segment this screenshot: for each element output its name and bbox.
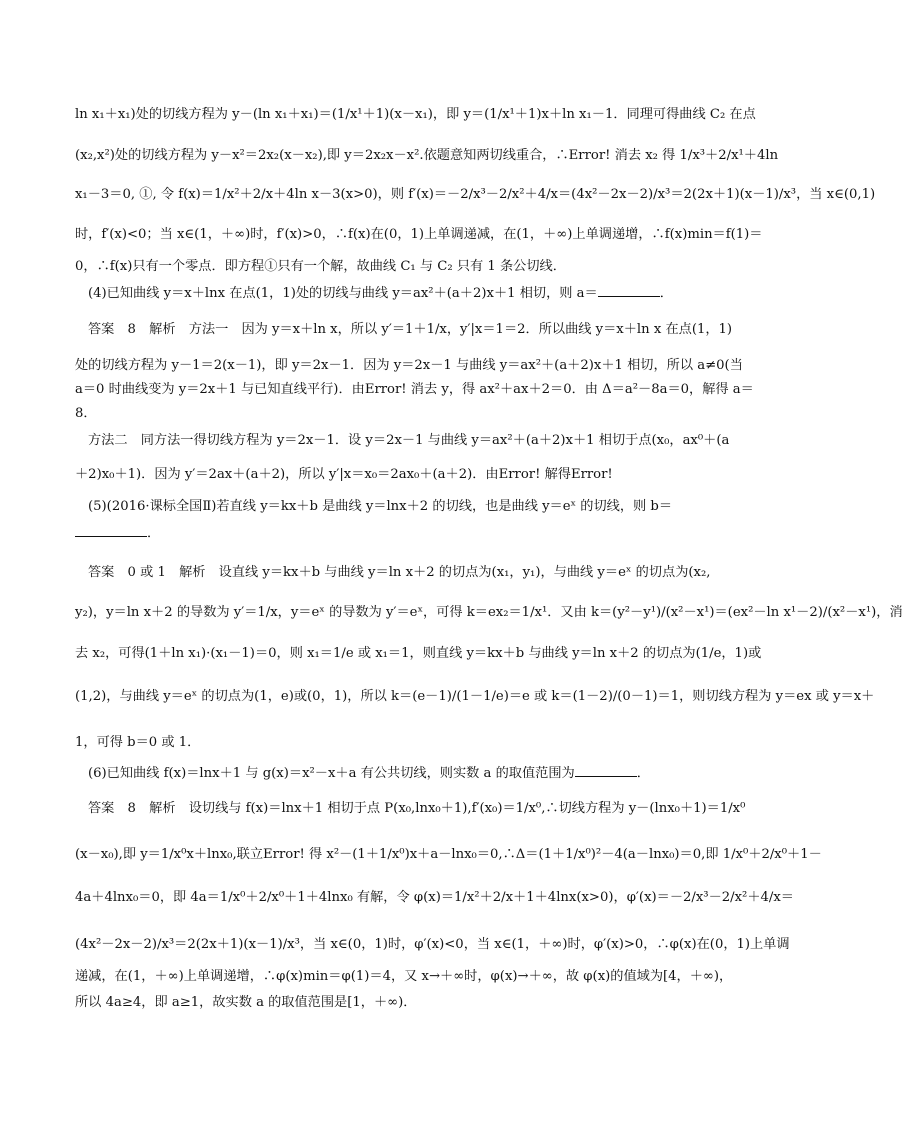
text-line: 1，可得 b＝0 或 1．: [75, 735, 201, 750]
question-6: (6)已知曲线 f(x)＝lnx＋1 与 g(x)＝x²－x＋a 有公共切线，则实数 a 的取值范围为 ．: [88, 766, 650, 781]
answer-blank: [75, 524, 147, 537]
text-line: (x－x₀),即 y＝1/x⁰x＋lnx₀,联立Error! 得 x²－(1＋1/x⁰)x＋a－lnx₀＝0,∴Δ＝(1＋1/x⁰)²－4(a－lnx₀)＝0,即 1/x⁰＋2/x⁰＋1－: [75, 847, 822, 862]
text-line: 答案 0 或 1 解析 设直线 y＝kx＋b 与曲线 y＝ln x＋2 的切点为(x₁，y₁)，与曲线 y＝eˣ 的切点为(x₂,: [88, 565, 711, 580]
text-line: a＝0 时曲线变为 y＝2x＋1 与已知直线平行)．由Error! 消去 y，得 ax²＋ax＋2＝0．由 Δ＝a²－8a＝0，解得 a＝: [75, 382, 754, 397]
text-line: 答案 8 解析 方法一 因为 y＝x＋ln x，所以 y′＝1＋1/x，y′|x＝1＝2．所以曲线 y＝x＋ln x 在点(1，1): [88, 322, 733, 337]
text-line: (4x²－2x－2)/x³＝2(2x＋1)(x－1)/x³，当 x∈(0，1)时，φ′(x)<0，当 x∈(1，＋∞)时，φ′(x)>0，∴φ(x)在(0，1)上单调: [75, 937, 790, 952]
text-line: 所以 4a≥4，即 a≥1，故实数 a 的取值范围是[1，＋∞)．: [75, 995, 417, 1010]
text-line: 时，f′(x)<0；当 x∈(1，＋∞)时，f′(x)>0，∴f(x)在(0，1)上单调递减，在(1，＋∞)上单调递增，∴f(x)min＝f(1)＝: [75, 227, 763, 242]
text-line: 去 x₂，可得(1＋ln x₁)·(x₁－1)＝0，则 x₁＝1/e 或 x₁＝1，则直线 y＝kx＋b 与曲线 y＝ln x＋2 的切点为(1/e，1)或: [75, 646, 762, 661]
text-line: 方法二 同方法一得切线方程为 y＝2x－1．设 y＝2x－1 与曲线 y＝ax²＋(a＋2)x＋1 相切于点(x₀，ax⁰＋(a: [88, 433, 730, 448]
question-4-text: (4)已知曲线 y＝x＋lnx 在点(1，1)处的切线与曲线 y＝ax²＋(a＋2)x＋1 相切，则 a＝: [88, 286, 598, 301]
question-5: (5)(2016·课标全国Ⅱ)若直线 y＝kx＋b 是曲线 y＝lnx＋2 的切线，也是曲线 y＝eˣ 的切线，则 b＝: [88, 499, 673, 514]
text-line: y₂)，y＝ln x＋2 的导数为 y′＝1/x，y＝eˣ 的导数为 y′＝eˣ，可得 k＝ex₂＝1/x¹．又由 k＝(y²－y¹)/(x²－x¹)＝(ex²－ln x¹－2)/(x²－x¹)，消: [75, 605, 903, 620]
question-6-text: (6)已知曲线 f(x)＝lnx＋1 与 g(x)＝x²－x＋a 有公共切线，则实数 a 的取值范围为: [88, 766, 575, 781]
question-5-blank-line: ．: [75, 524, 725, 543]
text-line: 4a＋4lnx₀＝0，即 4a＝1/x⁰＋2/x⁰＋1＋4lnx₀ 有解，令 φ(x)＝1/x²＋2/x＋1＋4lnx(x>0)，φ′(x)＝－2/x³－2/x²＋4/x＝: [75, 890, 794, 905]
text-line: 处的切线方程为 y－1＝2(x－1)，即 y＝2x－1．因为 y＝2x－1 与曲线 y＝ax²＋(a＋2)x＋1 相切，所以 a≠0(当: [75, 358, 743, 373]
text-line: 0，∴f(x)只有一个零点．即方程①只有一个解，故曲线 C₁ 与 C₂ 只有 1 条公切线．: [75, 259, 566, 274]
text-line: 递减，在(1，＋∞)上单调递增，∴φ(x)min＝φ(1)＝4，又 x→＋∞时，φ(x)→＋∞，故 φ(x)的值域为[4，＋∞)，: [75, 969, 733, 984]
answer-blank: [575, 764, 637, 777]
text-line: 8．: [75, 406, 97, 421]
text-line: (1,2)，与曲线 y＝eˣ 的切点为(1，e)或(0，1)，所以 k＝(e－1)/(1－1/e)＝e 或 k＝(1－2)/(0－1)＝1，则切线方程为 y＝ex 或 y＝x＋: [75, 689, 875, 704]
text-line: (x₂,x²)处的切线方程为 y－x²＝2x₂(x－x₂),即 y＝2x₂x－x².依题意知两切线重合，∴Error! 消去 x₂ 得 1/x³＋2/x¹＋4ln: [75, 148, 779, 163]
answer-blank: [598, 284, 660, 297]
text-line: ln x₁＋x₁)处的切线方程为 y－(ln x₁＋x₁)＝(1/x¹＋1)(x－x₁)，即 y＝(1/x¹＋1)x＋ln x₁－1．同理可得曲线 C₂ 在点: [75, 107, 756, 122]
question-4: (4)已知曲线 y＝x＋lnx 在点(1，1)处的切线与曲线 y＝ax²＋(a＋2)x＋1 相切，则 a＝ ．: [88, 286, 673, 301]
text-line: ＋2)x₀＋1)．因为 y′＝2ax＋(a＋2)，所以 y′|x＝x₀＝2ax₀＋(a＋2)．由Error! 解得Error!: [75, 467, 613, 482]
text-line: 答案 8 解析 设切线与 f(x)＝lnx＋1 相切于点 P(x₀,lnx₀＋1),f′(x₀)＝1/x⁰,∴切线方程为 y－(lnx₀＋1)＝1/x⁰: [88, 801, 746, 816]
text-line: x₁－3＝0, ①, 令 f(x)＝1/x²＋2/x＋4ln x－3(x>0)，则 f′(x)＝－2/x³－2/x²＋4/x＝(4x²－2x－2)/x³＝2(2x＋1)(x－1)/x³，当 x∈(0,1): [75, 187, 876, 202]
